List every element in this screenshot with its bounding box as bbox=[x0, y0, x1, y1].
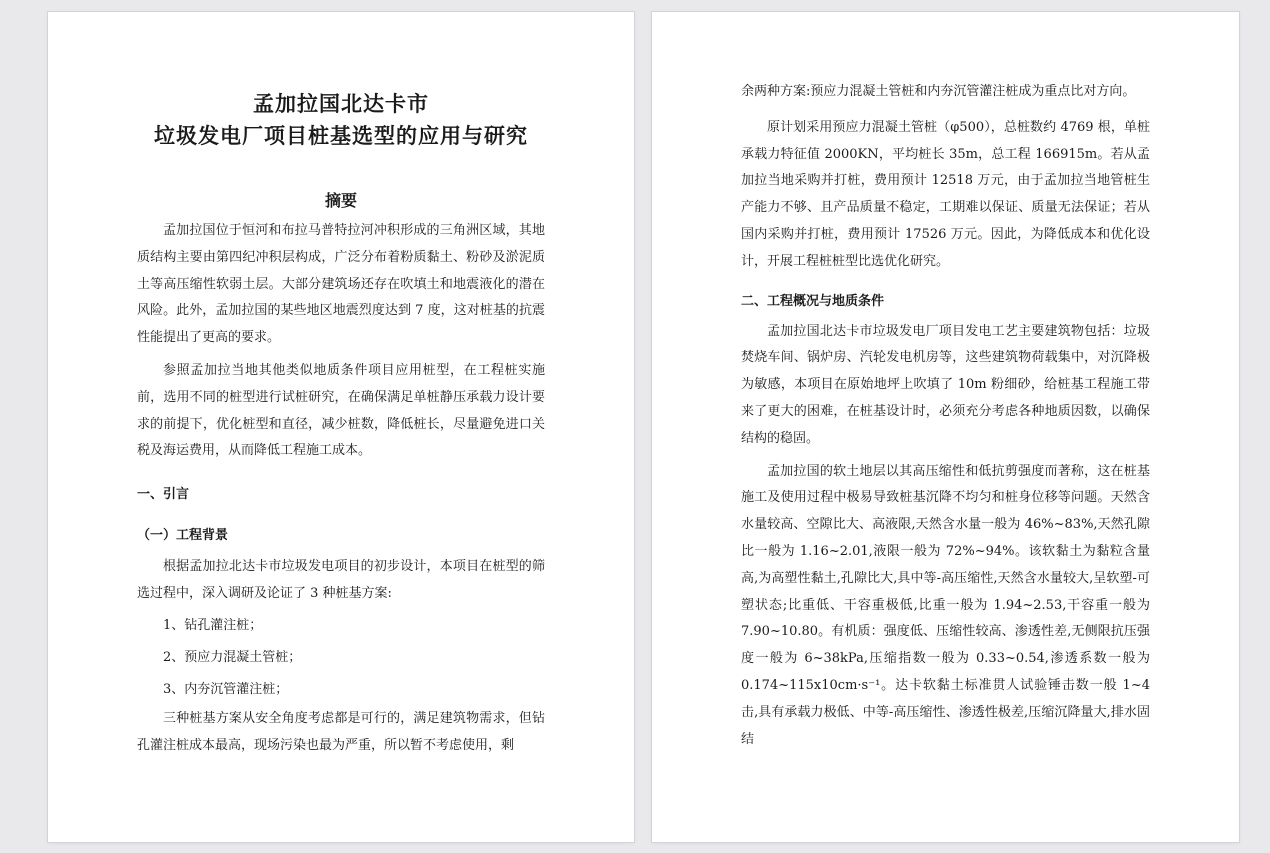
document-title-line2: 垃圾发电厂项目桩基选型的应用与研究 bbox=[154, 124, 528, 148]
list-item: 3、内夯沉管灌注桩； bbox=[163, 681, 289, 697]
list-item: 1、钻孔灌注桩； bbox=[163, 617, 263, 633]
document-page-left bbox=[48, 12, 634, 842]
schemes-paragraph: 三种桩基方案从安全角度考虑都是可行的，满足建筑物需求，但钻孔灌注桩成本最高，现场污染也最为严重，所以暂不考虑使用，剩 bbox=[137, 710, 545, 753]
abstract-paragraph-2: 参照孟加拉当地其他类似地质条件项目应用桩型，在工程桩实施前，选用不同的桩型进行试桩研究，在确保满足单桩静压承载力设计要求的前提下，优化桩型和直径，减少桩数，降低桩长，尽量避免进口关税及海运费用，从而降低工程施工成本。 bbox=[137, 362, 545, 459]
soil-paragraph: 孟加拉国的软土地层以其高压缩性和低抗剪强度而著称，这在桩基施工及使用过程中极易导致桩基沉降不均匀和桩身位移等问题。天然含水量较高、空隙比大、高液限,天然含水量一般为 46%~83%,天然孔隙比一般为 1.16~2.01,液限一般为 72%~94%。该软黏土为黏粒含量高,为高塑性黏土,孔隙比大,具中等-高压缩性,天然含水量较大,呈软塑-可塑状态;比重低、干容重极低,比重一般为 1.94~2.53,干容重一般为 7.90~10.80。有机质：强度低、压缩性较高、渗透性差,无侧限抗压强度一般为 6~38kPa,压缩指数一般为 0.33~0.54,渗透系数一般为 0.174~115x10cm·s⁻¹。达卡软黏土标准贯人试验锤击数一般 1~4 击,具有承载力极低、中等-高压缩性、渗透性极差,压缩沉降量大,排水固结 bbox=[741, 463, 1150, 747]
background-paragraph: 根据孟加拉北达卡市垃圾发电项目的初步设计，本项目在桩型的筛选过程中，深入调研及论证了 3 种桩基方案: bbox=[137, 559, 545, 601]
document-page-right bbox=[652, 12, 1239, 842]
subsection-heading-background: （一）工程背景 bbox=[137, 528, 229, 544]
section-heading-introduction: 一、引言 bbox=[137, 487, 190, 503]
abstract-paragraph-1: 孟加拉国位于恒河和布拉马普特拉河冲积形成的三角洲区域，其地质结构主要由第四纪冲积层构成，广泛分布着粉质黏土、粉砂及淤泥质土等高压缩性软弱土层。大部分建筑场还存在吹填土和地震液化的潜在风险。此外，孟加拉国的某些地区地震烈度达到 7 度，这对桩基的抗震性能提出了更高的要求。 bbox=[137, 223, 545, 346]
continuation-paragraph: 余两种方案:预应力混凝土管桩和内夯沉管灌注桩成为重点比对方向。 bbox=[741, 84, 1136, 99]
overview-paragraph: 孟加拉国北达卡市垃圾发电厂项目发电工艺主要建筑物包括：垃圾焚烧车间、锅炉房、汽轮发电机房等，这些建筑物荷载集中，对沉降极为敏感，本项目在原始地坪上吹填了 10m 粉细砂，给桩基工程施工带来了更大的困难，在桩基设计时，必须充分考虑各种地质因数，以确保结构的稳固。 bbox=[741, 323, 1150, 446]
abstract-heading: 摘要 bbox=[324, 191, 357, 210]
document-title-line1: 孟加拉国北达卡市 bbox=[253, 92, 429, 116]
plan-paragraph: 原计划采用预应力混凝土管桩（φ500），总桩数约 4769 根，单桩承载力特征值 2000KN，平均桩长 35m，总工程 166915m。若从孟加拉当地采购并打桩，费用预计 12518 万元，由于孟加拉当地管桩生产能力不够、且产品质量不稳定，工期难以保证、质量无法保证；若从国内采购并打桩，费用预计 17526 万元。因此，为降低成本和优化设计，开展工程桩桩型比选优化研究。 bbox=[741, 119, 1150, 269]
section-heading-overview: 二、工程概况与地质条件 bbox=[741, 293, 885, 309]
list-item: 2、预应力混凝土管桩； bbox=[163, 649, 302, 665]
